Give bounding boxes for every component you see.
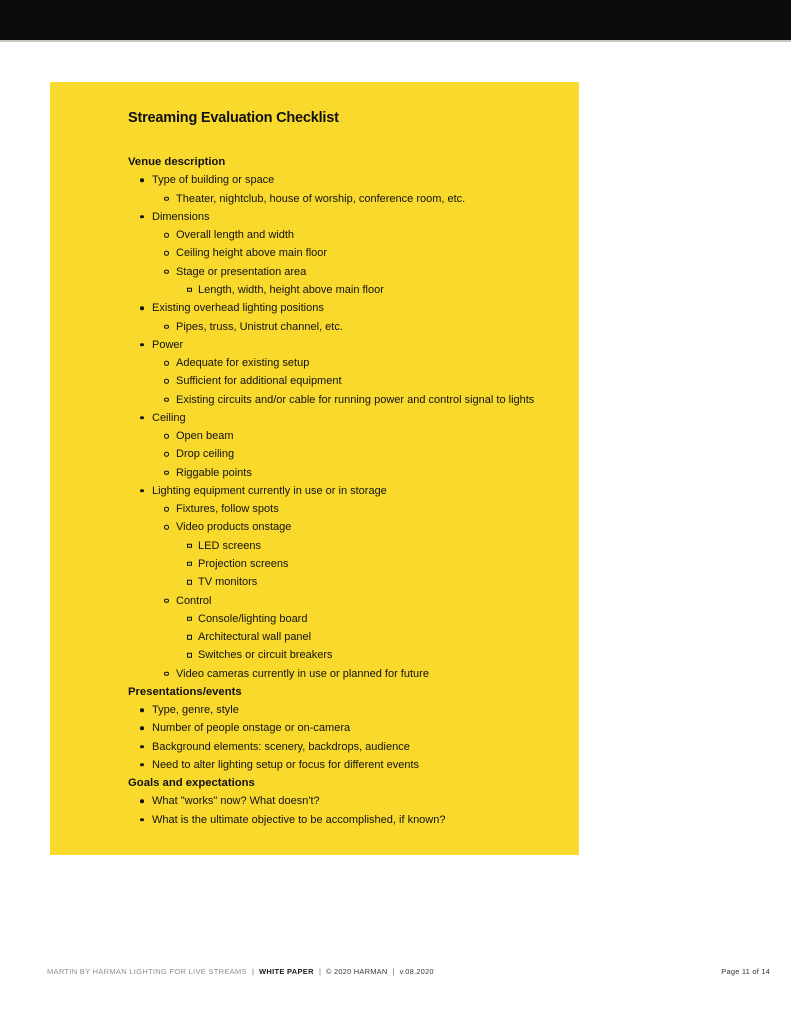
checklist-section-heading — [50, 774, 579, 792]
circle-bullet-icon — [164, 470, 169, 475]
checklist-item — [50, 573, 579, 591]
checklist-item-text: Riggable points — [176, 466, 252, 479]
checklist-item — [50, 500, 579, 518]
checklist-item-text: What is the ultimate objective to be accomplished, if known? — [152, 813, 446, 826]
checklist-item-text: Video products onstage — [176, 521, 292, 534]
circle-bullet-icon — [164, 525, 169, 530]
circle-bullet-icon — [164, 379, 169, 384]
checklist-item — [50, 628, 579, 646]
checklist-item — [50, 226, 579, 244]
checklist-item-text: Background elements: scenery, backdrops, audience — [152, 740, 410, 753]
dot-bullet-icon — [140, 179, 144, 183]
top-black-bar — [0, 0, 791, 42]
page-footer — [47, 966, 770, 978]
checklist-item — [50, 190, 579, 208]
checklist-item-text: Power — [152, 338, 184, 351]
checklist-item-text: Projection screens — [198, 557, 289, 570]
checklist-item — [50, 354, 579, 372]
circle-bullet-icon — [164, 233, 169, 238]
checklist-item — [50, 281, 579, 299]
circle-bullet-icon — [164, 598, 169, 603]
checklist-item — [50, 646, 579, 664]
checklist-panel — [50, 82, 579, 855]
checklist-item — [50, 317, 579, 335]
checklist-item — [50, 610, 579, 628]
circle-bullet-icon — [164, 434, 169, 439]
checklist-item-text: TV monitors — [198, 576, 258, 589]
dot-bullet-icon — [140, 215, 144, 219]
circle-bullet-icon — [164, 196, 169, 201]
checklist-item-text: What "works" now? What doesn't? — [152, 795, 320, 808]
checklist-item — [50, 299, 579, 317]
checklist-item-text: Length, width, height above main floor — [198, 283, 384, 296]
checklist-item — [50, 464, 579, 482]
circle-bullet-icon — [164, 269, 169, 274]
checklist-item-text: Goals and expectations — [128, 777, 255, 790]
checklist-item-text: Existing overhead lighting positions — [152, 302, 324, 315]
footer-separator: | — [318, 967, 321, 976]
checklist-item-text: Switches or circuit breakers — [198, 649, 333, 662]
checklist-item-text: Control — [176, 594, 212, 607]
checklist-item-text: Lighting equipment currently in use or in storage — [152, 484, 387, 497]
checklist-item — [50, 427, 579, 445]
checklist-item-text: Adequate for existing setup — [176, 357, 310, 370]
footer-separator: | — [392, 967, 395, 976]
checklist-item — [50, 738, 579, 756]
page-number: Page 11 of 14 — [721, 967, 770, 976]
checklist-item-text: Dimensions — [152, 210, 210, 223]
footer-copyright: © 2020 HARMAN — [325, 967, 388, 976]
dot-bullet-icon — [140, 727, 144, 731]
checklist-item — [50, 555, 579, 573]
checklist-item — [50, 445, 579, 463]
checklist-item-text: Sufficient for additional equipment — [176, 375, 342, 388]
checklist-section-heading — [50, 153, 579, 171]
circle-bullet-icon — [164, 251, 169, 256]
square-bullet-icon — [187, 543, 192, 548]
square-bullet-icon — [187, 635, 192, 640]
dot-bullet-icon — [140, 818, 144, 822]
checklist-item-text: Console/lighting board — [198, 612, 308, 625]
checklist — [50, 153, 579, 829]
square-bullet-icon — [187, 562, 192, 567]
checklist-item — [50, 518, 579, 536]
checklist-item — [50, 244, 579, 262]
checklist-item — [50, 263, 579, 281]
circle-bullet-icon — [164, 671, 169, 676]
checklist-item — [50, 336, 579, 354]
checklist-item-text: Drop ceiling — [176, 448, 235, 461]
dot-bullet-icon — [140, 763, 144, 767]
checklist-item — [50, 208, 579, 226]
checklist-item-text: Fixtures, follow spots — [176, 503, 279, 516]
square-bullet-icon — [187, 580, 192, 585]
checklist-item — [50, 171, 579, 189]
circle-bullet-icon — [164, 452, 169, 457]
checklist-item-text: Stage or presentation area — [176, 265, 307, 278]
checklist-item — [50, 811, 579, 829]
dot-bullet-icon — [140, 307, 144, 311]
checklist-item-text: Pipes, truss, Unistrut channel, etc. — [176, 320, 343, 333]
footer-brand-text: MARTIN BY HARMAN LIGHTING FOR LIVE STREAMS — [47, 967, 247, 976]
dot-bullet-icon — [140, 343, 144, 347]
checklist-item-text: Open beam — [176, 430, 234, 443]
checklist-item-text: Video cameras currently in use or planned for future — [176, 667, 429, 680]
checklist-item-text: Ceiling height above main floor — [176, 247, 328, 260]
checklist-item — [50, 701, 579, 719]
checklist-item — [50, 537, 579, 555]
checklist-item-text: Venue description — [128, 156, 226, 169]
checklist-item — [50, 390, 579, 408]
dot-bullet-icon — [140, 800, 144, 804]
checklist-item-text: Type, genre, style — [152, 704, 239, 717]
circle-bullet-icon — [164, 507, 169, 512]
checklist-item — [50, 482, 579, 500]
checklist-item — [50, 409, 579, 427]
checklist-item — [50, 591, 579, 609]
square-bullet-icon — [187, 617, 192, 622]
checklist-item — [50, 719, 579, 737]
circle-bullet-icon — [164, 324, 169, 329]
checklist-item-text: Theater, nightclub, house of worship, conference room, etc. — [176, 192, 466, 205]
checklist-item-text: Need to alter lighting setup or focus for different events — [152, 758, 420, 771]
checklist-item-text: Architectural wall panel — [198, 631, 312, 644]
checklist-item — [50, 756, 579, 774]
checklist-item — [50, 664, 579, 682]
checklist-item-text: Number of people onstage or on-camera — [152, 722, 351, 735]
footer-left — [47, 966, 434, 978]
square-bullet-icon — [187, 653, 192, 658]
checklist-item-text: Existing circuits and/or cable for running power and control signal to lights — [176, 393, 535, 406]
page-title: Streaming Evaluation Checklist — [128, 110, 339, 126]
dot-bullet-icon — [140, 416, 144, 420]
checklist-item-text: Presentations/events — [128, 685, 242, 698]
dot-bullet-icon — [140, 489, 144, 493]
checklist-item — [50, 792, 579, 810]
checklist-item-text: Type of building or space — [152, 174, 275, 187]
footer-version: v.08.2020 — [399, 967, 434, 976]
checklist-item-text: Ceiling — [152, 411, 186, 424]
checklist-item-text: LED screens — [198, 539, 261, 552]
circle-bullet-icon — [164, 397, 169, 402]
footer-doc-type: WHITE PAPER — [259, 967, 314, 976]
square-bullet-icon — [187, 288, 192, 293]
checklist-section-heading — [50, 683, 579, 701]
checklist-item-text: Overall length and width — [176, 229, 295, 242]
dot-bullet-icon — [140, 708, 144, 712]
footer-separator: | — [251, 967, 254, 976]
checklist-item — [50, 372, 579, 390]
dot-bullet-icon — [140, 745, 144, 749]
circle-bullet-icon — [164, 361, 169, 366]
